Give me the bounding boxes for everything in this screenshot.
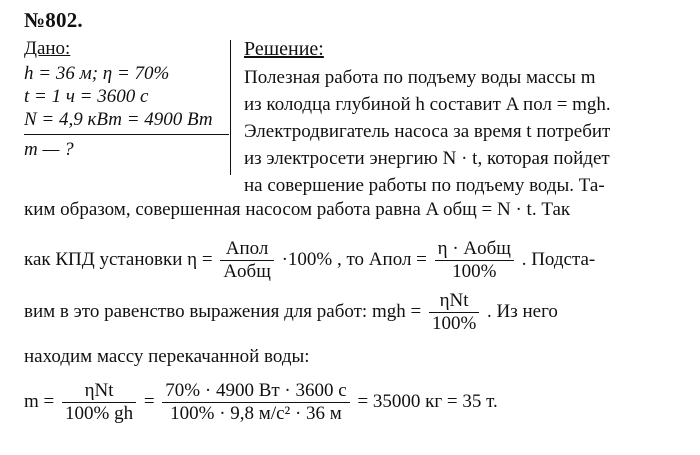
p1-last-line: ким образом, совершенная насосом работа равна A общ = N · t. Так xyxy=(24,199,571,220)
solution-title: Решение: xyxy=(244,38,324,60)
given-line-2: t = 1 ч = 3600 с xyxy=(24,86,149,107)
subst-denominator: 100% xyxy=(431,313,477,334)
kpd-suffix: . Подста- xyxy=(521,248,596,270)
given-block xyxy=(24,38,224,163)
problem-number: №802. xyxy=(24,8,83,32)
given-find: m — ? xyxy=(24,139,74,160)
final-result: = 35000 кг = 35 т. xyxy=(357,390,498,412)
final-f1-denominator: 100% gh xyxy=(65,403,134,424)
final-f1-numerator: ηNt xyxy=(62,380,136,403)
given-line-1: h = 36 м; η = 70% xyxy=(24,63,170,84)
final-lhs: m = xyxy=(24,390,55,412)
subst-prefix: вим в это равенство выражения для работ: mgh = xyxy=(24,300,422,322)
kpd-line xyxy=(24,238,595,283)
kpd-prefix: как КПД установки η = xyxy=(24,248,213,270)
final-formula xyxy=(24,380,498,425)
p1-line-4: из электросети энергию N · t, которая пойдет xyxy=(244,148,610,169)
column-divider xyxy=(230,40,231,175)
final-equals: = xyxy=(143,390,155,412)
kpd-middle: ·100% , то Aпол = xyxy=(281,248,427,270)
solution-paragraph-1 xyxy=(244,64,664,199)
kpd-denominator: Aобщ xyxy=(223,261,271,282)
apol-denominator: 100% xyxy=(452,261,497,282)
p1-line-1: Полезная работа по подъему воды массы m xyxy=(244,67,596,88)
subst-line xyxy=(24,290,558,335)
given-line-3: N = 4,9 кВт = 4900 Вт xyxy=(24,109,213,130)
p1-line-5: на совершение работы по подъему воды. Та- xyxy=(244,175,605,196)
final-f2-numerator: 70% · 4900 Вт · 3600 с xyxy=(162,380,349,403)
subst-suffix: . Из него xyxy=(487,300,558,322)
subst-fraction xyxy=(429,290,479,335)
apol-numerator: η · Aобщ xyxy=(435,238,514,261)
kpd-numerator: Aпол xyxy=(220,238,274,261)
final-f2-denominator: 100% · 9,8 м/с² · 36 м xyxy=(170,403,342,424)
subst-numerator: ηNt xyxy=(429,290,479,313)
kpd-fraction xyxy=(220,238,274,283)
apol-fraction xyxy=(435,238,514,283)
given-separator xyxy=(24,134,229,135)
final-fraction-1 xyxy=(62,380,136,425)
given-title: Дано: xyxy=(24,38,71,59)
p1-line-2: из колодца глубиной h составит A пол = mgh. xyxy=(244,94,611,115)
final-fraction-2 xyxy=(162,380,349,425)
p1-line-3: Электродвигатель насоса за время t потребит xyxy=(244,121,611,142)
find-mass-line: находим массу перекачанной воды: xyxy=(24,346,310,367)
